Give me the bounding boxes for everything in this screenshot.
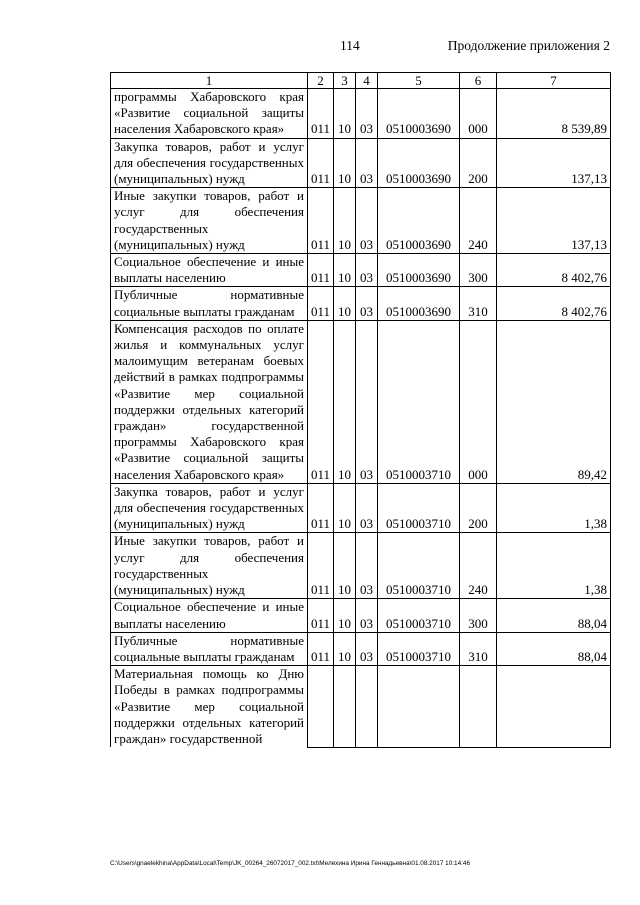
code-cell	[378, 666, 460, 748]
code-cell: 0510003690	[378, 89, 460, 139]
code-cell: 03	[356, 533, 378, 599]
code-cell: 011	[308, 533, 334, 599]
table-row	[111, 483, 611, 533]
expense-name-cell: Иные закупки товаров, работ и услуг для обеспечения государственных (муниципальных) нужд	[111, 188, 308, 254]
code-cell: 10	[334, 188, 356, 254]
code-cell	[460, 666, 497, 748]
code-cell: 10	[334, 254, 356, 287]
code-cell: 310	[460, 287, 497, 320]
code-cell: 10	[334, 138, 356, 188]
code-cell: 011	[308, 254, 334, 287]
code-cell: 03	[356, 632, 378, 665]
code-cell: 310	[460, 632, 497, 665]
code-cell: 03	[356, 254, 378, 287]
code-cell: 03	[356, 138, 378, 188]
code-cell: 200	[460, 483, 497, 533]
page-number: 114	[340, 38, 360, 53]
code-cell: 011	[308, 320, 334, 483]
column-header: 4	[356, 73, 378, 89]
expense-name-cell: Социальное обеспечение и иные выплаты населению	[111, 254, 308, 287]
code-cell: 10	[334, 287, 356, 320]
table-row	[111, 138, 611, 188]
expense-name-cell: Публичные нормативные социальные выплаты гражданам	[111, 632, 308, 665]
expense-name-cell: программы Хабаровского края «Развитие социальной защиты населения Хабаровского края»	[111, 89, 308, 139]
code-cell: 0510003710	[378, 599, 460, 632]
code-cell: 0510003710	[378, 632, 460, 665]
expense-name-cell: Публичные нормативные социальные выплаты гражданам	[111, 287, 308, 320]
file-path-footer: C:\Users\gnaelekhina\AppData\Local\Temp\JK_00264_26072017_002.txt\Мелехина Ирина Геннадьевна\01.08.2017 10:14:46	[110, 860, 471, 867]
code-cell: 000	[460, 320, 497, 483]
column-header: 3	[334, 73, 356, 89]
code-cell: 0510003710	[378, 483, 460, 533]
amount-cell	[497, 666, 611, 748]
code-cell: 240	[460, 188, 497, 254]
code-cell: 0510003690	[378, 254, 460, 287]
column-header: 2	[308, 73, 334, 89]
code-cell: 0510003690	[378, 287, 460, 320]
expense-name-cell: Закупка товаров, работ и услуг для обеспечения государственных (муниципальных) нужд	[111, 483, 308, 533]
code-cell: 03	[356, 188, 378, 254]
expense-name-cell: Материальная помощь ко Дню Победы в рамках подпрограммы «Развитие мер социальной поддержки отдельных категорий граждан» государственной	[111, 666, 308, 748]
code-cell: 000	[460, 89, 497, 139]
code-cell: 0510003690	[378, 188, 460, 254]
code-cell: 03	[356, 320, 378, 483]
table-row	[111, 89, 611, 139]
column-header: 1	[111, 73, 308, 89]
code-cell: 011	[308, 287, 334, 320]
column-header: 5	[378, 73, 460, 89]
code-cell: 011	[308, 89, 334, 139]
code-cell	[308, 666, 334, 748]
code-cell: 240	[460, 533, 497, 599]
amount-cell: 8 402,76	[497, 254, 611, 287]
code-cell: 011	[308, 138, 334, 188]
code-cell: 300	[460, 599, 497, 632]
code-cell: 0510003710	[378, 320, 460, 483]
code-cell: 03	[356, 89, 378, 139]
table-row	[111, 320, 611, 483]
expense-name-cell: Социальное обеспечение и иные выплаты населению	[111, 599, 308, 632]
amount-cell: 1,38	[497, 483, 611, 533]
column-header: 6	[460, 73, 497, 89]
amount-cell: 137,13	[497, 188, 611, 254]
expense-name-cell: Компенсация расходов по оплате жилья и коммунальных услуг малоимущим ветеранам боевых действий в рамках подпрограммы «Развитие мер социальной поддержки отдельных категорий граждан» государственной программы Хабаровского края «Развитие социальной защиты населения Хабаровского края»	[111, 320, 308, 483]
expense-name-cell: Закупка товаров, работ и услуг для обеспечения государственных (муниципальных) нужд	[111, 138, 308, 188]
amount-cell: 1,38	[497, 533, 611, 599]
code-cell: 10	[334, 483, 356, 533]
table-row	[111, 287, 611, 320]
budget-table	[110, 72, 611, 748]
code-cell: 011	[308, 632, 334, 665]
table-row	[111, 666, 611, 748]
code-cell	[334, 666, 356, 748]
code-cell: 10	[334, 320, 356, 483]
code-cell: 0510003710	[378, 533, 460, 599]
amount-cell: 8 402,76	[497, 287, 611, 320]
continuation-label: Продолжение приложения 2	[447, 38, 610, 53]
amount-cell: 88,04	[497, 632, 611, 665]
code-cell: 011	[308, 188, 334, 254]
code-cell: 0510003690	[378, 138, 460, 188]
expense-name-cell: Иные закупки товаров, работ и услуг для обеспечения государственных (муниципальных) нужд	[111, 533, 308, 599]
amount-cell: 88,04	[497, 599, 611, 632]
code-cell: 10	[334, 533, 356, 599]
column-header-row	[111, 73, 611, 89]
table-row	[111, 533, 611, 599]
table-row	[111, 188, 611, 254]
table-body	[111, 89, 611, 748]
code-cell: 10	[334, 89, 356, 139]
column-header: 7	[497, 73, 611, 89]
table-row	[111, 254, 611, 287]
code-cell: 011	[308, 483, 334, 533]
amount-cell: 137,13	[497, 138, 611, 188]
code-cell: 10	[334, 632, 356, 665]
table-row	[111, 632, 611, 665]
page-header	[110, 38, 610, 56]
code-cell	[356, 666, 378, 748]
amount-cell: 89,42	[497, 320, 611, 483]
amount-cell: 8 539,89	[497, 89, 611, 139]
code-cell: 200	[460, 138, 497, 188]
code-cell: 300	[460, 254, 497, 287]
code-cell: 03	[356, 599, 378, 632]
code-cell: 011	[308, 599, 334, 632]
table-row	[111, 599, 611, 632]
code-cell: 03	[356, 287, 378, 320]
code-cell: 03	[356, 483, 378, 533]
code-cell: 10	[334, 599, 356, 632]
